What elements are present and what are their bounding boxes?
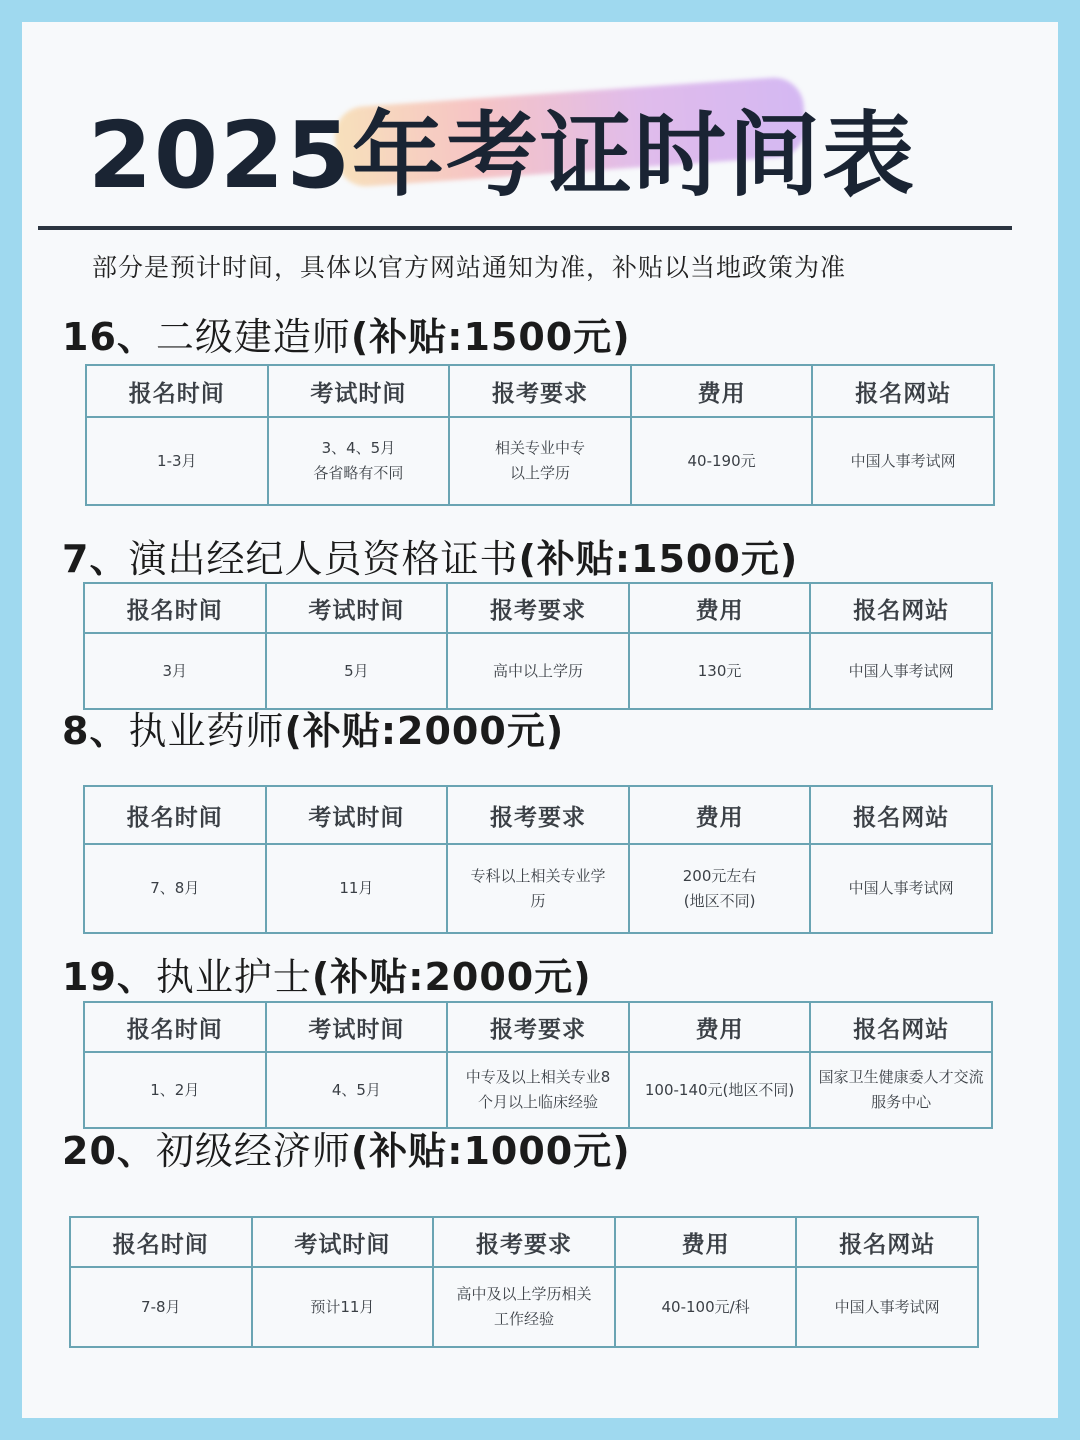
table-cell: 40-190元 — [631, 417, 813, 505]
header-cell: 考试时间 — [252, 1217, 434, 1267]
subsidy-prefix: (补贴: — [311, 955, 425, 999]
table-cell: 3月 — [84, 633, 266, 709]
section-title — [62, 1120, 631, 1175]
subsidy-amount: 2000 — [397, 709, 507, 753]
table-cell: 130元 — [629, 633, 811, 709]
table-cell: 200元左右 (地区不同) — [629, 844, 811, 933]
table-cell: 1、2月 — [84, 1052, 266, 1128]
section-name: 演出经纪人员资格证书 — [128, 537, 519, 581]
section-number: 16、 — [62, 315, 156, 359]
subsidy-prefix: (补贴: — [284, 709, 398, 753]
table-cell: 4、5月 — [266, 1052, 448, 1128]
table-cell: 3、4、5月 各省略有不同 — [268, 417, 450, 505]
table-cell: 中国人事考试网 — [810, 633, 992, 709]
header-cell: 费用 — [629, 1002, 811, 1052]
header-cell: 报名网站 — [796, 1217, 978, 1267]
header-cell: 考试时间 — [266, 786, 448, 844]
header-cell: 报名网站 — [810, 583, 992, 633]
table-row — [86, 417, 994, 505]
table-row — [70, 1267, 978, 1347]
table-cell: 预计11月 — [252, 1267, 434, 1347]
subsidy-amount: 1500 — [463, 315, 574, 359]
header-cell: 报名时间 — [70, 1217, 252, 1267]
table-cell: 高中以上学历 — [447, 633, 629, 709]
title-area — [0, 62, 1080, 212]
table-cell: 11月 — [266, 844, 448, 933]
section-name: 执业药师 — [128, 709, 285, 753]
subsidy-prefix: (补贴: — [518, 537, 632, 581]
title-divider — [38, 226, 1012, 230]
header-cell: 费用 — [631, 365, 813, 417]
table-row — [84, 633, 992, 709]
header-cell: 报考要求 — [449, 365, 631, 417]
header-cell: 报名网站 — [812, 365, 994, 417]
subsidy-prefix: (补贴: — [350, 1129, 464, 1173]
exam-table — [69, 1216, 979, 1348]
subsidy-suffix: 元) — [534, 955, 592, 999]
exam-table — [83, 785, 993, 934]
header-cell: 报名网站 — [810, 1002, 992, 1052]
table-cell: 5月 — [266, 633, 448, 709]
subsidy-suffix: 元) — [506, 709, 565, 753]
section-title — [62, 306, 631, 361]
table-cell: 国家卫生健康委人才交流 服务中心 — [810, 1052, 992, 1128]
table-row — [84, 844, 992, 933]
table-cell: 相关专业中专 以上学历 — [449, 417, 631, 505]
header-cell: 费用 — [629, 786, 811, 844]
section-number: 19、 — [62, 955, 156, 999]
subsidy-amount: 2000 — [424, 955, 535, 999]
section-number: 8、 — [62, 709, 129, 753]
header-cell: 报考要求 — [447, 1002, 629, 1052]
section-number: 20、 — [62, 1129, 156, 1173]
header-cell: 费用 — [615, 1217, 797, 1267]
table-header-row — [86, 365, 994, 417]
table-cell: 中国人事考试网 — [810, 844, 992, 933]
header-cell: 报名时间 — [86, 365, 268, 417]
section-number: 7、 — [62, 537, 129, 581]
table-header-row — [84, 583, 992, 633]
header-cell: 报名网站 — [810, 786, 992, 844]
header-cell: 考试时间 — [266, 583, 448, 633]
table-cell: 专科以上相关专业学 历 — [447, 844, 629, 933]
exam-table — [83, 1001, 993, 1129]
table-cell: 1-3月 — [86, 417, 268, 505]
subsidy-suffix: 元) — [573, 1129, 631, 1173]
table-cell: 100-140元(地区不同) — [629, 1052, 811, 1128]
table-header-row — [70, 1217, 978, 1267]
table-cell: 7-8月 — [70, 1267, 252, 1347]
exam-table — [85, 364, 995, 506]
subsidy-suffix: 元) — [573, 315, 631, 359]
section-name: 初级经济师 — [155, 1129, 351, 1173]
subsidy-amount: 1500 — [631, 537, 741, 581]
header-cell: 报考要求 — [447, 583, 629, 633]
header-cell: 考试时间 — [268, 365, 450, 417]
header-cell: 报名时间 — [84, 786, 266, 844]
table-cell: 7、8月 — [84, 844, 266, 933]
table-cell: 中专及以上相关专业8 个月以上临床经验 — [447, 1052, 629, 1128]
exam-table — [83, 582, 993, 710]
section-title — [62, 700, 564, 755]
header-cell: 报考要求 — [447, 786, 629, 844]
section-title — [62, 528, 798, 583]
subsidy-suffix: 元) — [740, 537, 799, 581]
header-cell: 报名时间 — [84, 1002, 266, 1052]
table-cell: 中国人事考试网 — [796, 1267, 978, 1347]
page-subtitle: 部分是预计时间，具体以官方网站通知为准，补贴以当地政策为准 — [92, 253, 847, 282]
table-cell: 中国人事考试网 — [812, 417, 994, 505]
header-cell: 报考要求 — [433, 1217, 615, 1267]
subsidy-prefix: (补贴: — [350, 315, 464, 359]
table-header-row — [84, 786, 992, 844]
table-header-row — [84, 1002, 992, 1052]
section-name: 二级建造师 — [155, 315, 351, 359]
section-title — [62, 946, 592, 1001]
table-cell: 40-100元/科 — [615, 1267, 797, 1347]
header-cell: 考试时间 — [266, 1002, 448, 1052]
header-cell: 报名时间 — [84, 583, 266, 633]
subsidy-amount: 1000 — [463, 1129, 574, 1173]
header-cell: 费用 — [629, 583, 811, 633]
table-row — [84, 1052, 992, 1128]
table-cell: 高中及以上学历相关 工作经验 — [433, 1267, 615, 1347]
page-title: 2025年考证时间表 — [88, 102, 917, 209]
section-name: 执业护士 — [155, 955, 312, 999]
